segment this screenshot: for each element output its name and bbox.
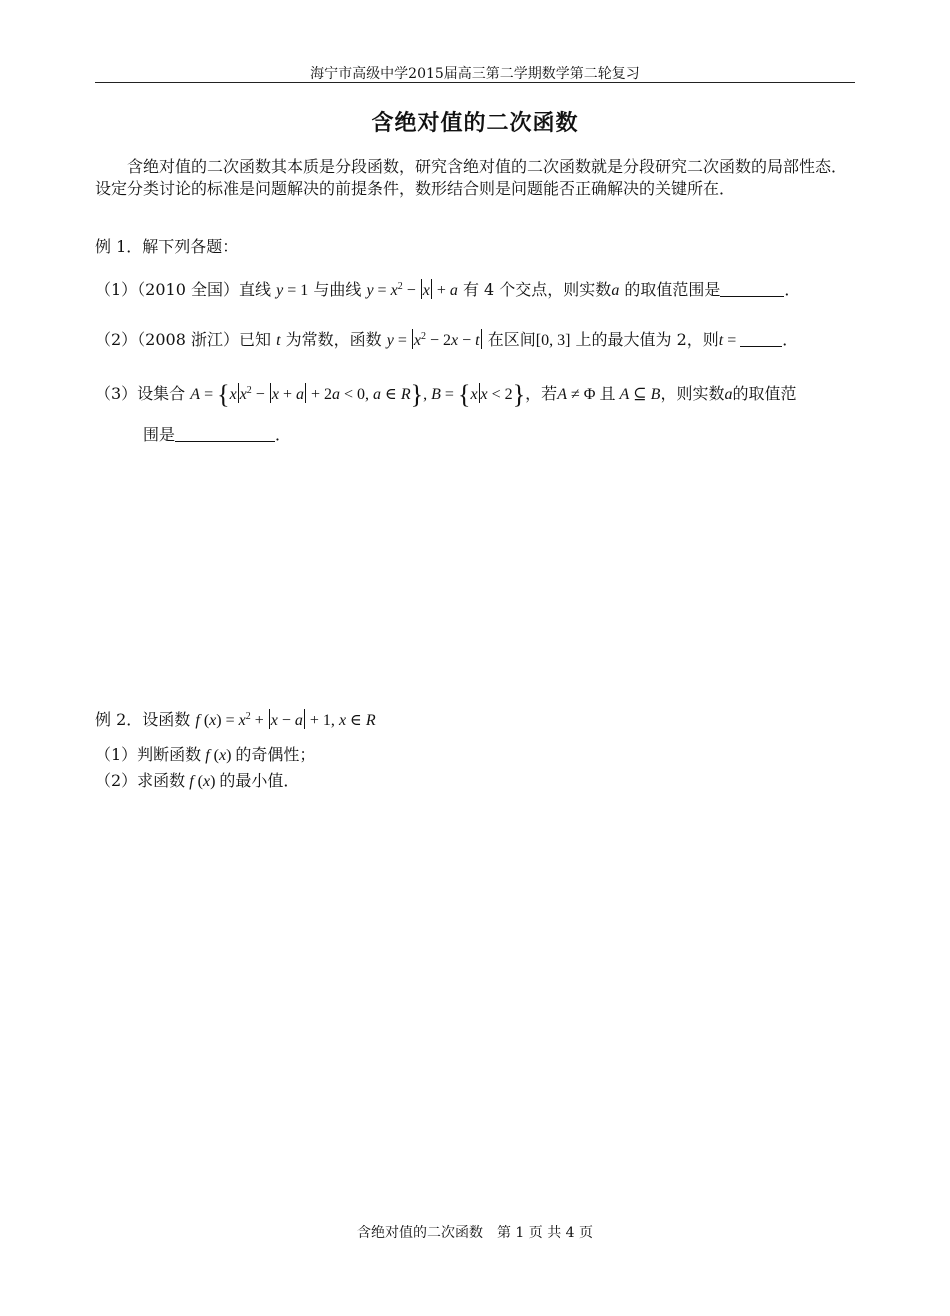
q3-set-a: A	[190, 386, 201, 403]
page-footer: 含绝对值的二次函数 第 1 页 共 4 页	[356, 1225, 594, 1241]
q1-line-equation: y	[276, 282, 284, 299]
q1-mid3: 的取值范围是	[624, 280, 721, 299]
q3-prefix: （3）设集合	[95, 384, 186, 403]
page-title: 含绝对值的二次函数	[371, 110, 579, 136]
intro-paragraph: 含绝对值的二次函数其本质是分段函数，研究含绝对值的二次函数就是分段研究二次函数的局部性态．设定分类讨论的标准是问题解决的前提条件，数形结合则是问题能否正确解决的关键所在．	[95, 157, 848, 198]
q3-answer-blank[interactable]	[175, 427, 275, 442]
q2-mid1: 为常数，函数	[285, 330, 382, 349]
page-header: 海宁市高级中学2015届高三第二学期数学第二轮复习	[310, 66, 640, 82]
q2-function: y	[386, 332, 394, 349]
q2-mid2: 在区间	[487, 330, 536, 349]
q1-mid1: 与曲线	[313, 280, 362, 299]
q2-answer-blank[interactable]	[740, 332, 782, 347]
q2-prefix: （2）（2008 浙江）已知	[95, 330, 271, 349]
example-2-heading: 例 2．设函数 f $(x) = x^2 + x - a + 1$, x ∈ R	[95, 710, 376, 729]
q1-curve-equation: y	[366, 282, 374, 299]
q1-prefix: （1）（2010 全国）直线	[95, 280, 271, 299]
example-2-question-2: （2）求函数 f (x) 的最小值．	[95, 771, 300, 790]
example-1-question-2: （2）（2008 浙江）已知 t 为常数，函数 $y = x^2 - 2x - t$ 在区间[0, 3] 上的最大值为 2，则t = ．	[95, 330, 799, 349]
q3-set-b: B	[431, 386, 441, 403]
header-rule	[95, 82, 855, 83]
example-1-question-3-cont: 围是 ．	[143, 425, 292, 444]
example-1-question-1: （1）（2010 全国）直线 y = 1 与曲线 $y = x^2 - x + a$ 有 4 个交点，则实数a 的取值范围是 ．	[95, 280, 801, 299]
example-1-heading: 例 1．解下列各题：	[95, 237, 239, 256]
q1-answer-blank[interactable]	[720, 282, 784, 297]
q2-interval: [0, 3]	[535, 332, 571, 349]
example-2-question-1: （1）判断函数 f (x) 的奇偶性；	[95, 745, 316, 764]
q1-mid2: 有 4 个交点，则实数	[462, 280, 612, 299]
example-1-question-3: （3）设集合 A = {x $x^2 - x + a + 2a < 0$, a ∈ R}, B = {x x < 2}，若A ≠ Φ 且 A ⊆ B，则实数a的取值范	[95, 380, 797, 409]
q2-mid3: 上的最大值为 2，则	[575, 330, 719, 349]
